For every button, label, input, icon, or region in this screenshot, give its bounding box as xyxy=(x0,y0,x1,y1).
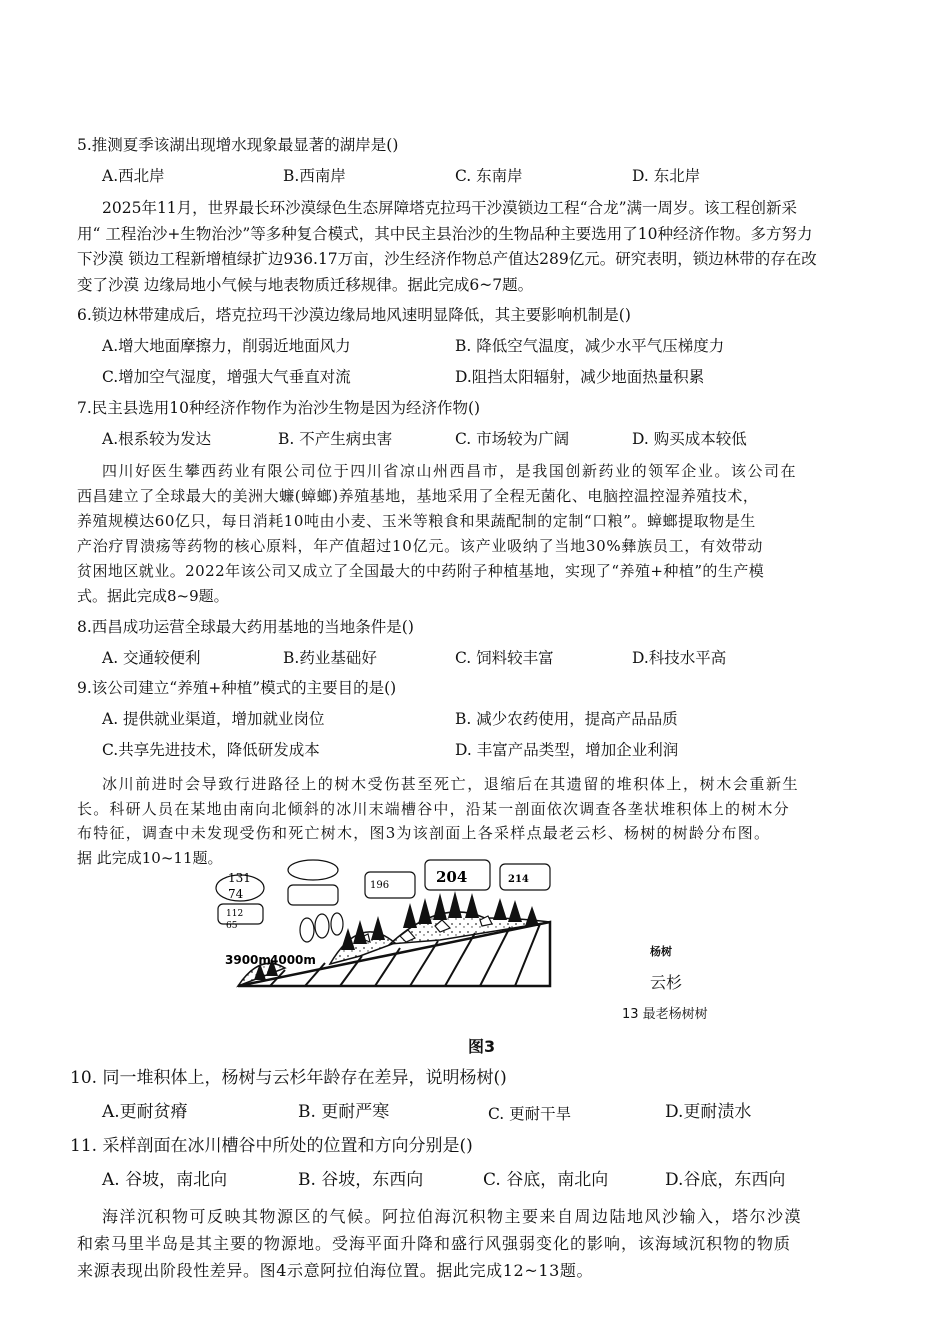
q6-option-c: C.增加空气湿度，增强大气垂直对流 xyxy=(102,368,351,386)
passage2-line: 养殖规模达60亿只，每日消耗10吨由小麦、玉米等粮食和果蔬配制的定制“口粮”。蟑螂提取物是生 xyxy=(77,512,756,530)
q9-option-a: A. 提供就业渠道，增加就业岗位 xyxy=(102,710,325,728)
q7-option-c: C. 市场较为广阔 xyxy=(455,430,570,448)
q5-option-c: C. 东南岸 xyxy=(455,167,523,185)
age-label: 131 xyxy=(228,871,251,885)
q10-stem: 10. 同一堆积体上，杨树与云杉年龄存在差异，说明杨树() xyxy=(70,1068,507,1088)
q6-option-b: B. 降低空气温度，减少水平气压梯度力 xyxy=(455,337,725,355)
q9-option-b: B. 减少农药使用，提高产品品质 xyxy=(455,710,678,728)
q6-option-a: A.增大地面摩擦力，削弱近地面风力 xyxy=(102,337,351,355)
passage3-line: 冰川前进时会导致行进路径上的树木受伤甚至死亡，退缩后在其遗留的堆积体上，树木会重新生 xyxy=(102,775,800,793)
passage-desert-project xyxy=(77,196,887,298)
legend-oldest-poplar: 13 最老杨树树 xyxy=(622,1007,708,1022)
age-label: 204 xyxy=(436,868,468,886)
passage3-line: 布特征，调查中未发现受伤和死亡树木，图3为该剖面上各采样点最老云杉、杨树的树龄分布图。 xyxy=(77,824,771,842)
passage1-line: 用“ 工程治沙+生物治沙”等多种复合模式，其中民主县治沙的生物品种主要选用了10种经济作物。多方努力 xyxy=(77,224,813,243)
q8-option-d: D.科技水平高 xyxy=(632,649,727,667)
q10-option-d: D.更耐渍水 xyxy=(665,1102,752,1122)
age-label: 112 xyxy=(226,909,244,919)
passage-arabian-sea xyxy=(77,1203,892,1284)
passage3-line: 据 此完成10~11题。 xyxy=(77,848,223,867)
passage2-line: 西昌建立了全球最大的美洲大蠊(蟑螂)养殖基地，基地采用了全程无菌化、电脑控温控湿养殖技术， xyxy=(77,487,759,505)
passage2-line: 式。据此完成8~9题。 xyxy=(77,587,229,605)
q10-option-a: A.更耐贫瘠 xyxy=(102,1102,188,1122)
passage4-line: 和索马里半岛是其主要的物源地。受海平面升降和盛行风强弱变化的影响，该海域沉积物的物质 xyxy=(77,1234,792,1253)
q10-option-b: B. 更耐严寒 xyxy=(298,1102,390,1122)
elevation-label: 3900m xyxy=(225,953,271,967)
q8-option-c: C. 饲料较丰富 xyxy=(455,649,554,667)
q11-option-d: D.谷底，东西向 xyxy=(665,1170,786,1190)
age-label: 214 xyxy=(508,874,529,885)
q11-option-c: C. 谷底，南北向 xyxy=(483,1170,609,1190)
passage1-line: 下沙漠 锁边工程新增植绿扩边936.17万亩，沙生经济作物总产值达289亿元。研究表明，锁边林带的存在改 xyxy=(77,250,817,268)
poplar-trees xyxy=(300,913,343,942)
q9-option-c: C.共享先进技术，降低研发成本 xyxy=(102,741,320,759)
passage-glacier xyxy=(77,772,892,870)
passage4-line: 海洋沉积物可反映其物源区的气候。阿拉伯海沉积物主要来自周边陆地风沙输入，塔尔沙漠 xyxy=(102,1207,803,1226)
passage2-line: 四川好医生攀西药业有限公司位于四川省凉山州西昌市，是我国创新药业的领军企业。该公司在 xyxy=(102,462,798,480)
q5-option-b: B.西南岸 xyxy=(283,167,346,185)
profile-diagram xyxy=(210,858,750,1022)
legend-poplar: 杨树 xyxy=(650,945,672,958)
q8-stem: 8.西昌成功运营全球最大药用基地的当地条件是() xyxy=(77,618,414,636)
figure-3-glacier-profile xyxy=(210,858,750,1022)
q9-option-d: D. 丰富产品类型，增加企业利润 xyxy=(455,741,679,759)
q6-option-d: D.阻挡太阳辐射，减少地面热量积累 xyxy=(455,368,705,386)
q6-stem: 6.锁边林带建成后，塔克拉玛干沙漠边缘局地风速明显降低，其主要影响机制是() xyxy=(77,306,631,324)
q10-option-c: C. 更耐干旱 xyxy=(488,1105,572,1123)
q8-option-b: B.药业基础好 xyxy=(283,649,377,667)
q7-option-a: A.根系较为发达 xyxy=(102,430,212,448)
passage2-line: 产治疗胃溃疡等药物的核心原料，年产值超过10亿元。该产业吸纳了当地30%彝族员工，有效带动 xyxy=(77,537,764,555)
q11-option-a: A. 谷坡，南北向 xyxy=(102,1170,228,1190)
q7-option-b: B. 不产生病虫害 xyxy=(278,430,393,448)
figure-3-caption: 图3 xyxy=(468,1037,496,1056)
age-label: 65 xyxy=(226,921,238,931)
q5-stem: 5.推测夏季该湖出现增水现象最显著的湖岸是() xyxy=(77,136,399,154)
elevation-label: 4000m xyxy=(270,953,316,967)
passage4-line: 来源表现出阶段性差异。图4示意阿拉伯海位置。据此完成12~13题。 xyxy=(77,1261,594,1280)
passage1-line: 变了沙漠 边缘局地小气候与地表物质迁移规律。据此完成6~7题。 xyxy=(77,275,534,294)
q7-option-d: D. 购买成本较低 xyxy=(632,430,747,448)
passage1-line: 2025年11月，世界最长环沙漠绿色生态屏障塔克拉玛干沙漠锁边工程“合龙”满一周岁。该工程创新采 xyxy=(102,199,798,217)
q7-stem: 7.民主县选用10种经济作物作为治沙生物是因为经济作物() xyxy=(77,399,481,417)
q5-option-a: A.西北岸 xyxy=(102,167,165,185)
age-label: 196 xyxy=(370,880,390,891)
passage3-line: 长。科研人员在某地由南向北倾斜的冰川末端槽谷中，沿某一剖面依次调查各垄状堆积体上的树木分 xyxy=(77,799,790,818)
age-label: 74 xyxy=(228,887,244,901)
q11-stem: 11. 采样剖面在冰川槽谷中所处的位置和方向分别是() xyxy=(70,1136,473,1156)
q8-option-a: A. 交通较便利 xyxy=(102,649,201,667)
passage-pharma-company xyxy=(77,459,892,609)
q9-stem: 9.该公司建立“养殖+种植”模式的主要目的是() xyxy=(77,679,397,697)
passage2-line: 贫困地区就业。2022年该公司又成立了全国最大的中药附子种植基地，实现了“养殖+种植”的生产模 xyxy=(77,562,765,580)
q5-option-d: D. 东北岸 xyxy=(632,167,701,185)
legend-spruce: 云杉 xyxy=(650,973,683,992)
q11-option-b: B. 谷坡，东西向 xyxy=(298,1170,424,1190)
